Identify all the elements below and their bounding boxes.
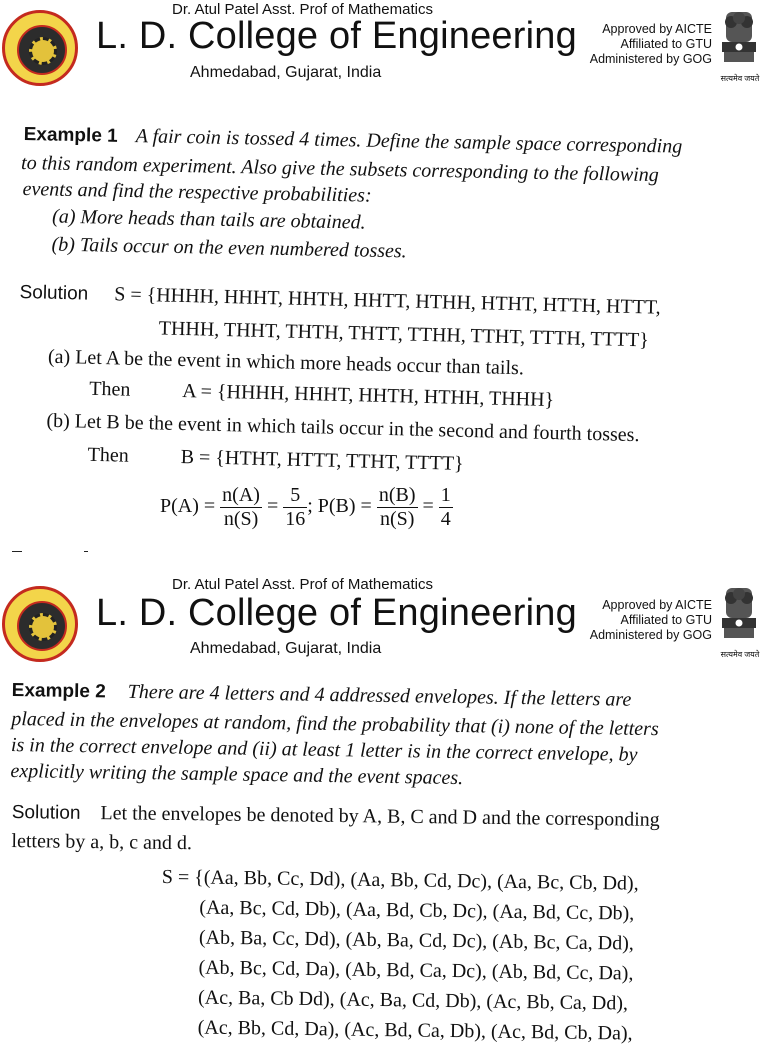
college-location: Ahmedabad, Gujarat, India bbox=[190, 640, 382, 657]
affiliated-text: Affiliated to GTU bbox=[620, 613, 712, 627]
sample-space-row: (Ab, Ba, Cc, Dd), (Ab, Ba, Cd, Dc), (Ab, Bc, Ca, Dd), bbox=[198, 926, 634, 955]
example-2-text-line: There are 4 letters and 4 addressed envelopes. If the letters are bbox=[127, 680, 632, 711]
part-a-line: (a) Let A be the event in which more heads occur than tails. bbox=[47, 345, 525, 380]
example-1-text-line: A fair coin is tossed 4 times. Define the sample space corresponding bbox=[135, 125, 683, 158]
accreditation-block bbox=[560, 22, 712, 67]
example-2-text-line: is in the correct envelope and (ii) at least 1 letter is in the correct envelope, by bbox=[10, 733, 638, 766]
example-1-text-line: events and find the respective probabilities: bbox=[22, 177, 372, 207]
example-2-text-line: explicitly writing the sample space and the event spaces. bbox=[10, 759, 464, 790]
pa-lhs: P(A) = bbox=[160, 495, 216, 518]
solution-text-line: letters by a, b, c and d. bbox=[11, 829, 193, 855]
probability-formula bbox=[160, 484, 453, 531]
example-1-block bbox=[20, 120, 764, 263]
sample-space-row: S = {(Aa, Bb, Cc, Dd), (Aa, Bb, Cd, Dc), (Aa, Bc, Cb, Dd), bbox=[161, 865, 639, 895]
solution-text-line: Let the envelopes be denoted by A, B, C and D and the corresponding bbox=[100, 802, 660, 831]
approved-text: Approved by AICTE bbox=[602, 22, 712, 36]
college-seal-logo bbox=[2, 10, 78, 86]
sample-space-line: S = {HHHH, HHHT, HHTH, HHTT, HTHH, HTHT, HTTH, HTTT, bbox=[113, 283, 661, 319]
event-a-set: A = {HHHH, HHHT, HHTH, HTHH, THHH} bbox=[182, 380, 555, 412]
solution-label: Solution bbox=[19, 281, 89, 305]
example-2-block bbox=[10, 676, 764, 790]
example-1-solution bbox=[19, 276, 764, 475]
then-label: Then bbox=[87, 443, 130, 467]
emblem-caption: सत्यमेव जयते bbox=[720, 74, 760, 83]
event-b-set: B = {HTHT, HTTT, TTHT, TTTT} bbox=[180, 445, 464, 475]
pa-value: $\frac{5}{16}$ bbox=[285, 484, 306, 530]
administered-text: Administered by GOG bbox=[589, 628, 712, 642]
sample-space-row: (Ac, Bb, Cd, Da), (Ac, Bd, Ca, Db), (Ac, Bd, Cb, Da), bbox=[197, 1016, 633, 1045]
example-2-label: Example 2 bbox=[11, 679, 106, 703]
author-line: Dr. Atul Patel Asst. Prof of Mathematics bbox=[172, 1, 433, 18]
equals-sign: = bbox=[266, 495, 279, 518]
part-b-line: (b) Let B be the event in which tails occur in the second and fourth tosses. bbox=[46, 409, 640, 447]
sample-space-row: (Ab, Bc, Cd, Da), (Ab, Bd, Ca, Dc), (Ab, Bd, Cc, Da), bbox=[198, 956, 634, 985]
page-edge-mark bbox=[84, 551, 88, 552]
affiliated-text: Affiliated to GTU bbox=[620, 37, 712, 51]
college-seal-logo bbox=[2, 586, 78, 662]
college-location: Ahmedabad, Gujarat, India bbox=[190, 64, 382, 81]
pa-fraction: $\frac{n(A)}{n(S)}$ bbox=[222, 484, 260, 530]
sample-space-line: THHH, THHT, THTH, THTT, TTHH, TTHT, TTTH, TTTT} bbox=[158, 317, 650, 352]
example-2-solution bbox=[12, 798, 764, 854]
pb-fraction: $\frac{n(B)}{n(S)}$ bbox=[378, 484, 416, 530]
then-label: Then bbox=[88, 377, 131, 401]
envelope-sample-space bbox=[161, 862, 762, 1045]
national-emblem-icon bbox=[716, 8, 764, 84]
emblem-caption: सत्यमेव जयते bbox=[720, 650, 760, 659]
author-line: Dr. Atul Patel Asst. Prof of Mathematics bbox=[172, 576, 433, 593]
national-emblem-icon bbox=[716, 584, 764, 660]
page-edge-mark bbox=[12, 551, 22, 552]
example-1-text-line: to this random experiment. Also give the subsets corresponding to the following bbox=[20, 151, 660, 187]
sample-space-row: (Ac, Ba, Cb Dd), (Ac, Ba, Cd, Db), (Ac, Bb, Ca, Dd), bbox=[197, 986, 629, 1015]
example-1-item-a: (a) More heads than tails are obtained. bbox=[51, 205, 366, 234]
administered-text: Administered by GOG bbox=[589, 52, 712, 66]
pb-lhs: ; P(B) = bbox=[307, 495, 372, 518]
sample-space-row: (Aa, Bc, Cd, Db), (Aa, Bd, Cb, Dc), (Aa, Bd, Cc, Db), bbox=[199, 896, 635, 925]
college-title: L. D. College of Engineering bbox=[96, 15, 577, 57]
solution-label: Solution bbox=[11, 801, 81, 824]
approved-text: Approved by AICTE bbox=[602, 598, 712, 612]
college-title: L. D. College of Engineering bbox=[96, 592, 577, 634]
accreditation-block bbox=[560, 598, 712, 643]
example-2-text-line: placed in the envelopes at random, find the probability that (i) none of the letters bbox=[11, 707, 659, 741]
example-1-item-b: (b) Tails occur on the even numbered tosses. bbox=[51, 233, 407, 263]
equals-sign: = bbox=[422, 495, 434, 518]
example-1-label: Example 1 bbox=[23, 123, 118, 147]
pb-value: $\frac{1}{4}$ bbox=[440, 484, 451, 530]
